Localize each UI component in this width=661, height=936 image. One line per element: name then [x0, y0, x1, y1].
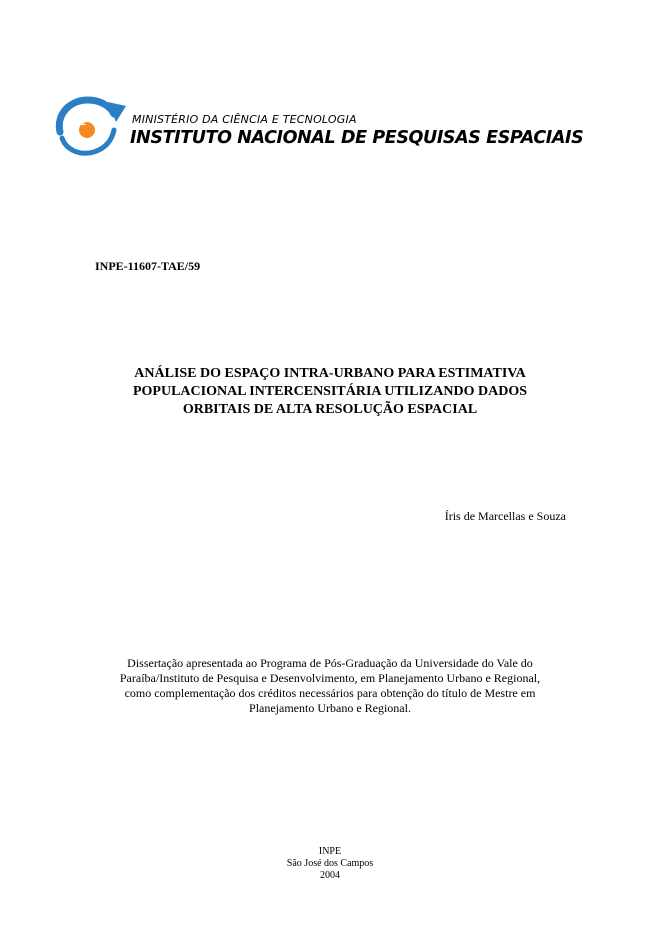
imprint-city: São José dos Campos [286, 858, 374, 869]
author-name: Íris de Marcellas e Souza [444, 509, 566, 523]
document-title [70, 365, 590, 419]
title-line-3: ORBITAIS DE ALTA RESOLUÇÃO ESPACIAL [182, 402, 478, 417]
ministry-name: MINISTÉRIO DA CIÊNCIA E TECNOLOGIA [132, 113, 357, 126]
institute-name: INSTITUTO NACIONAL DE PESQUISAS ESPACIAIS [130, 128, 584, 148]
dissertation-description [60, 656, 600, 716]
institution-header [52, 92, 584, 162]
description-line-4: Planejamento Urbano e Regional. [249, 701, 411, 715]
report-number: INPE-11607-TAE/59 [95, 259, 201, 273]
title-line-1: ANÁLISE DO ESPAÇO INTRA-URBANO PARA ESTIMATIVA [134, 366, 526, 381]
imprint-publisher: INPE [318, 846, 342, 857]
inpe-logo-icon [52, 92, 128, 158]
description-line-2: Paraíba/Instituto de Pesquisa e Desenvolvimento, em Planejamento Urbano e Regional, [119, 671, 541, 685]
description-line-3: como complementação dos créditos necessários para obtenção do título de Mestre em [124, 686, 536, 700]
logo-wordmark: INPE [63, 118, 87, 128]
title-line-2: POPULACIONAL INTERCENSITÁRIA UTILIZANDO DADOS [132, 384, 528, 399]
imprint-year: 2004 [320, 870, 340, 881]
description-line-1: Dissertação apresentada ao Programa de Pós-Graduação da Universidade do Vale do [127, 656, 533, 670]
imprint [230, 846, 430, 882]
